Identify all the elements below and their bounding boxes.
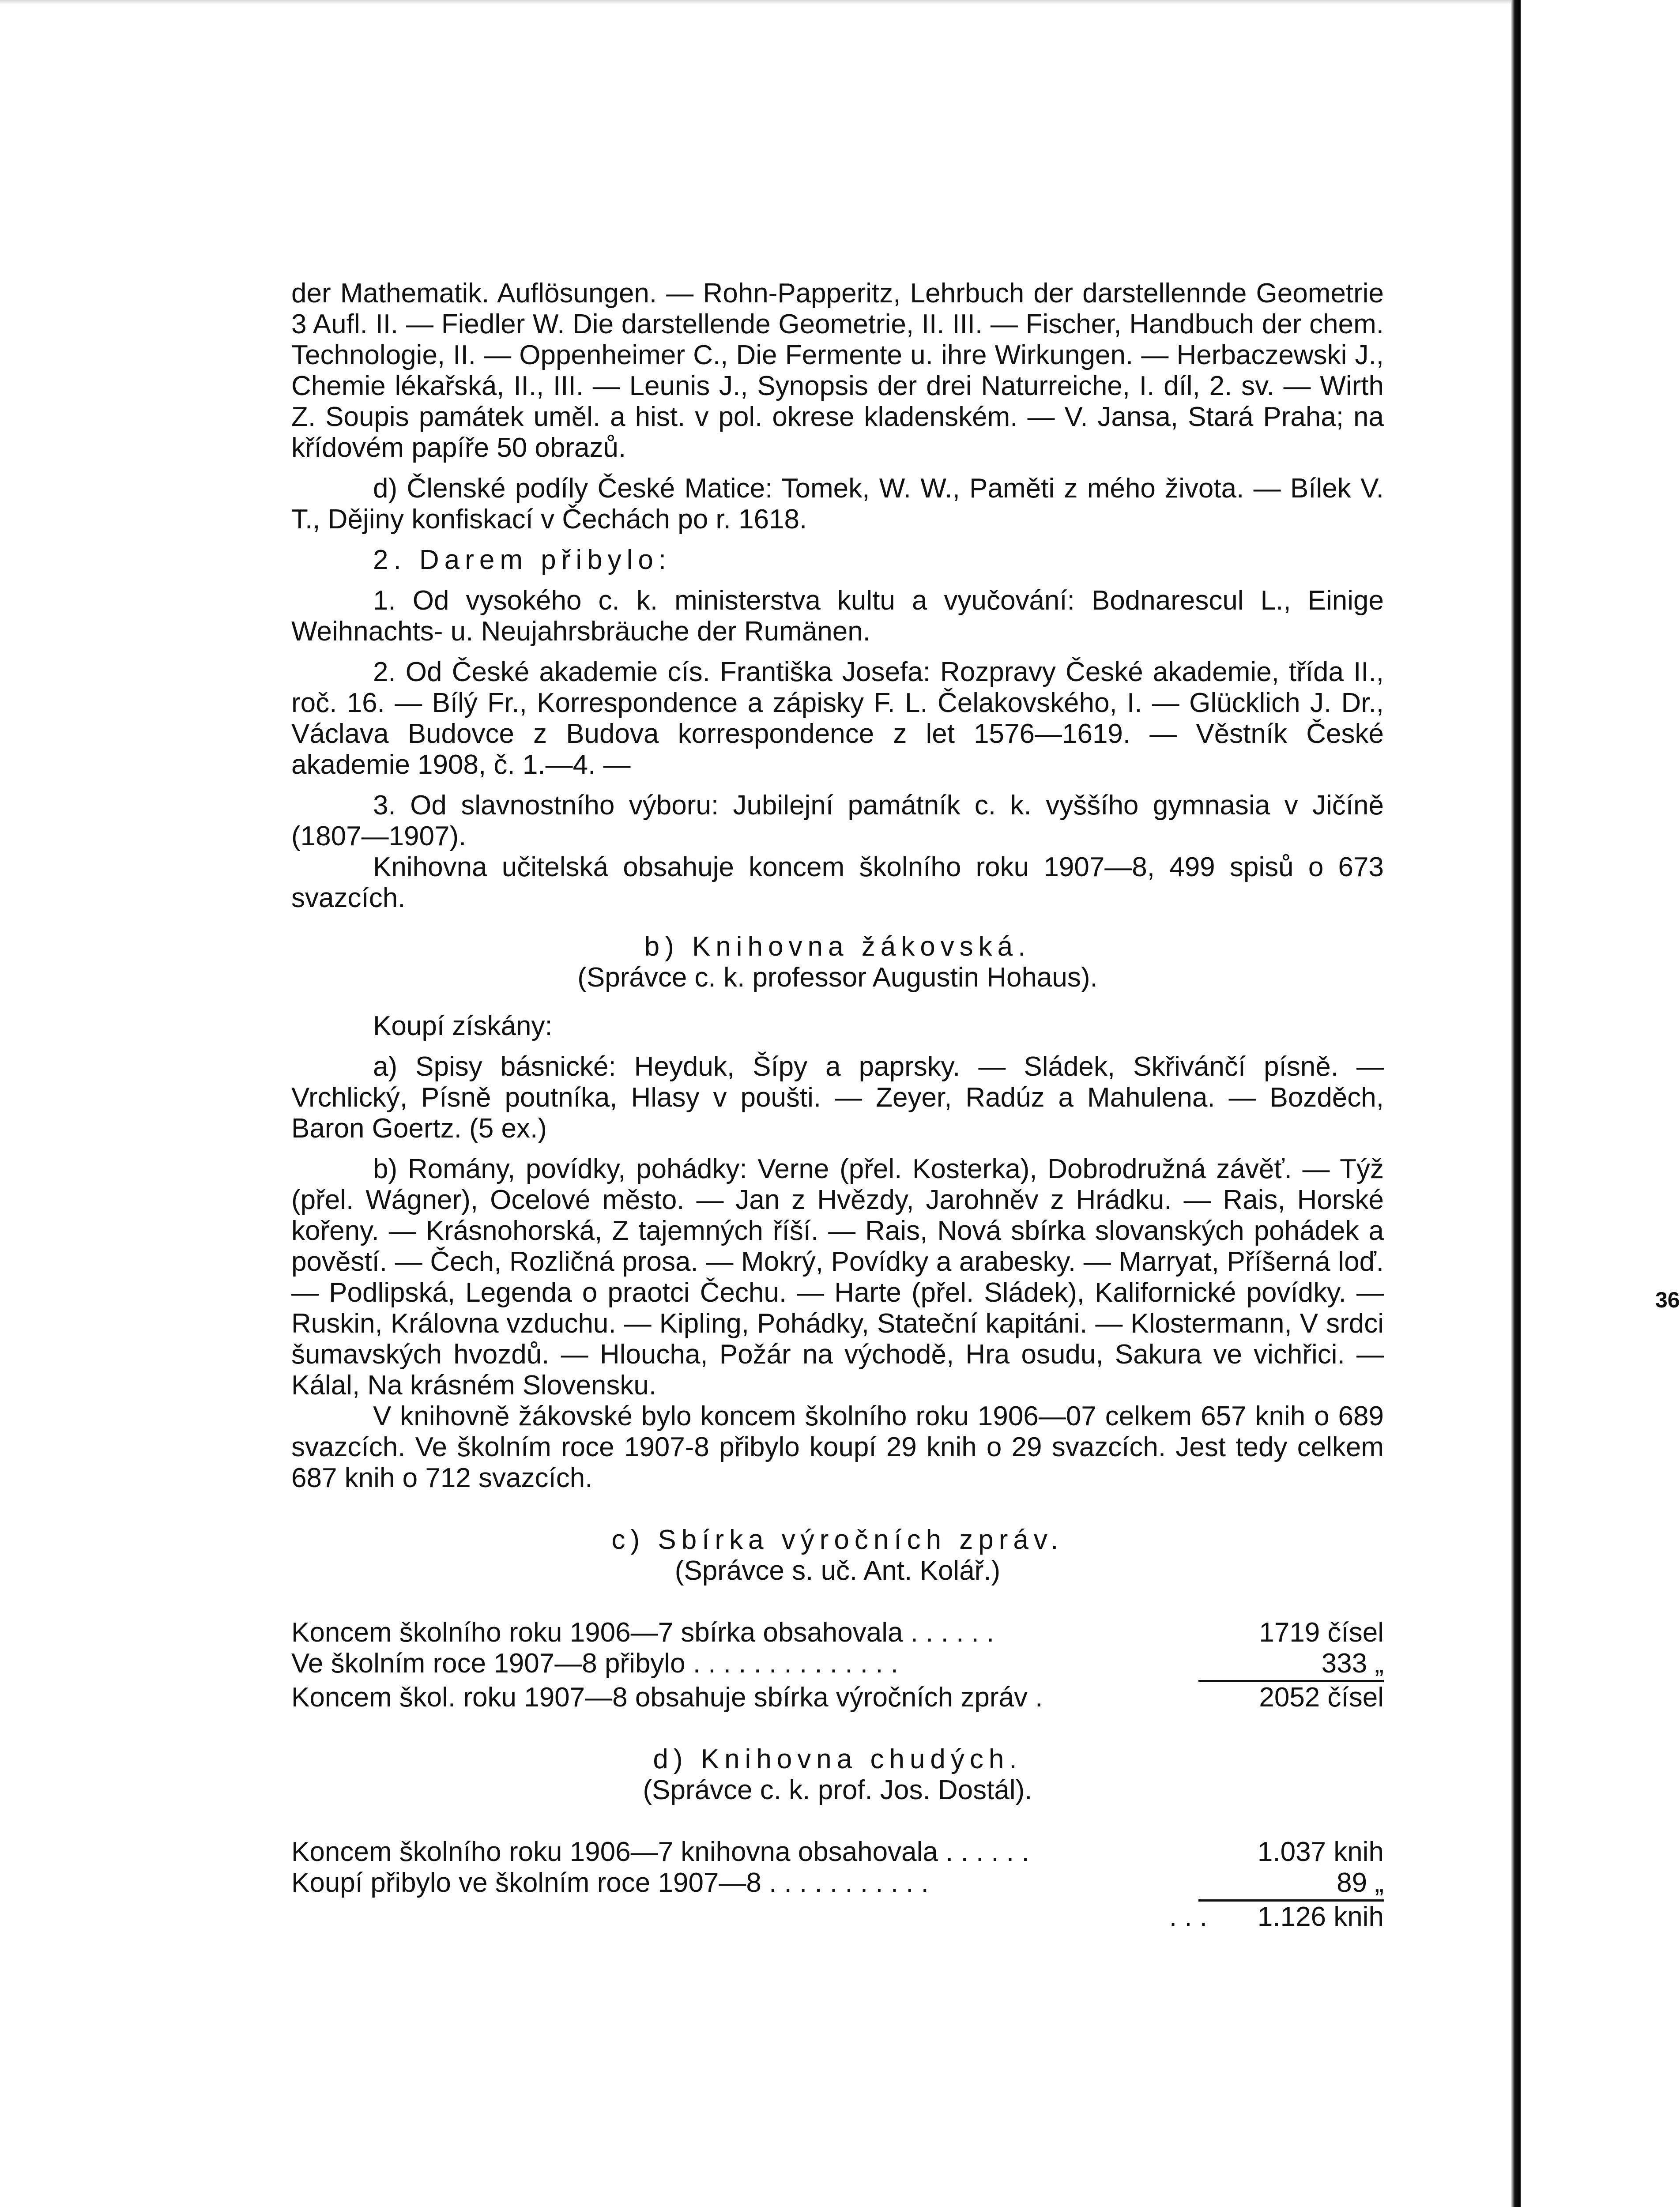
row-label: Ve školním roce 1907—8 přibylo . . . . . . . . . . . . . .	[291, 1648, 898, 1679]
paragraph-ministerstvo: 1. Od vysokého c. k. ministerstva kultu a vyučování: Bodnarescul L., Einige Weihnachts- u. Neujahrsbräuche der Rumänen.	[291, 585, 1384, 647]
row-value: 89 „	[1198, 1868, 1384, 1902]
section-d-heading: d) Knihovna chudých.	[653, 1744, 1022, 1774]
section-b-heading: b) Knihovna žákovská.	[644, 931, 1031, 962]
paragraph-vybor: 3. Od slavnostního výboru: Jubilejní památník c. k. vyššího gymnasia v Jičíně (1807—1907).	[291, 790, 1384, 851]
row-label: . . .	[1169, 1902, 1207, 1932]
row-label: Koncem škol. roku 1907—8 obsahuje sbírka výročních zpráv .	[291, 1682, 1043, 1713]
paragraph-akademie: 2. Od České akademie cís. Františka Josefa: Rozpravy České akademie, třída II., roč. 16. — Bílý Fr., Korrespondence a zápisky F. L. Čelakovského, I. — Glücklich J. Dr., Václava Budovce z Budova korrespondence z let 1576—1619. — Věstník České akademie 1908, č. 1.—4. —	[291, 657, 1384, 780]
scan-right-edge	[1511, 0, 1521, 2207]
section-c	[291, 1525, 1384, 1713]
section-b-manager: (Správce c. k. professor Augustin Hohaus).	[577, 962, 1098, 993]
paragraph-matice: d) Členské podíly České Matice: Tomek, W. W., Paměti z mého života. — Bílek V. T., Dějiny konfiskací v Čechách po r. 1618.	[291, 473, 1384, 535]
table-row	[291, 1648, 1384, 1682]
table-row	[291, 1868, 1384, 1902]
row-label: Koupí přibylo ve školním roce 1907—8 . . . . . . . . . . .	[291, 1868, 929, 1898]
section-b-novels: b) Romány, povídky, pohádky: Verne (přel. Kosterka), Dobrodružná závěť. — Týž (přel. Wágner), Ocelové město. — Jan z Hvězdy, Jarohněv z Hrádku. — Rais, Horské kořeny. — Krásnohorská, Z tajemných říší. — Rais, Nová sbírka slovanských pohádek a pověstí. — Čech, Rozličná prosa. — Mokrý, Povídky a arabesky. — Marryat, Příšerná loď. — Podlipská, Legenda o praotci Čechu. — Harte (přel. Sládek), Kalifornické povídky. — Ruskin, Královna vzduchu. — Kipling, Pohádky, Stateční kapitáni. — Klostermann, V srdci šumavských hvozdů. — Hloucha, Požár na východě, Hra osudu, Sakura ve vichřici. — Kálal, Na krásném Slovensku.	[291, 1154, 1384, 1401]
section-c-heading: c) Sbírka výročních zpráv.	[611, 1525, 1064, 1555]
section-d-table	[291, 1837, 1384, 1932]
section-b-summary: V knihovně žákovské bylo koncem školního roku 1906—07 celkem 657 knih o 689 svazcích. Ve školním roce 1907-8 přibylo koupí 29 knih o 29 svazcích. Jest tedy celkem 687 knih o 712 svazcích.	[291, 1401, 1384, 1493]
row-label: Koncem školního roku 1906—7 sbírka obsahovala . . . . . .	[291, 1617, 994, 1648]
section-c-table	[291, 1617, 1384, 1713]
row-value: 1.126 knih	[1257, 1902, 1384, 1932]
section-c-manager: (Správce s. uč. Ant. Kolář.)	[674, 1555, 1001, 1586]
section-d	[291, 1744, 1384, 1932]
table-row	[291, 1617, 1384, 1648]
section-d-manager: (Správce c. k. prof. Jos. Dostál).	[643, 1775, 1032, 1805]
section-b-intro: Koupí získány:	[373, 1011, 553, 1041]
row-value: 333 „	[1198, 1648, 1384, 1682]
section-b-poetry: a) Spisy básnické: Heyduk, Šípy a paprsky. — Sládek, Skřivánčí písně. — Vrchlický, Písně poutníka, Hlasy v poušti. — Zeyer, Radúz a Mahulena. — Bozděch, Baron Goertz. (5 ex.)	[291, 1051, 1384, 1144]
page-body	[291, 278, 1680, 1932]
section-b	[291, 931, 1384, 1494]
row-value: 2052 čísel	[1259, 1682, 1384, 1713]
row-value: 1.037 knih	[1257, 1837, 1384, 1867]
paragraph-book-list: der Mathematik. Auflösungen. — Rohn-Papperitz, Lehrbuch der darstellennde Geometrie 3 Aufl. II. — Fiedler W. Die darstellende Geometrie, II. III. — Fischer, Handbuch der chem. Technologie, II. — Oppenheimer C., Die Fermente u. ihre Wirkungen. — Herbaczewski J., Chemie lékařská, II., III. — Leunis J., Synopsis der drei Naturreiche, I. díl, 2. sv. — Wirth Z. Soupis památek uměl. a hist. v pol. okrese kladenském. — V. Jansa, Stará Praha; na křídovém papíře 50 obrazů.	[291, 278, 1384, 463]
paragraph-ucitelska-summary: Knihovna učitelská obsahuje koncem školního roku 1907—8, 499 spisů o 673 svazcích.	[291, 852, 1384, 913]
scan-top-edge	[0, 0, 1521, 4]
row-label: Koncem školního roku 1906—7 knihovna obsahovala . . . . . .	[291, 1837, 1029, 1867]
page-number: 36	[1655, 1288, 1680, 1312]
table-row-total	[291, 1682, 1384, 1713]
table-row	[291, 1837, 1384, 1868]
table-row-total	[291, 1902, 1384, 1932]
heading-darem: 2. Darem přibylo:	[373, 545, 672, 575]
row-value: 1719 čísel	[1259, 1617, 1384, 1648]
